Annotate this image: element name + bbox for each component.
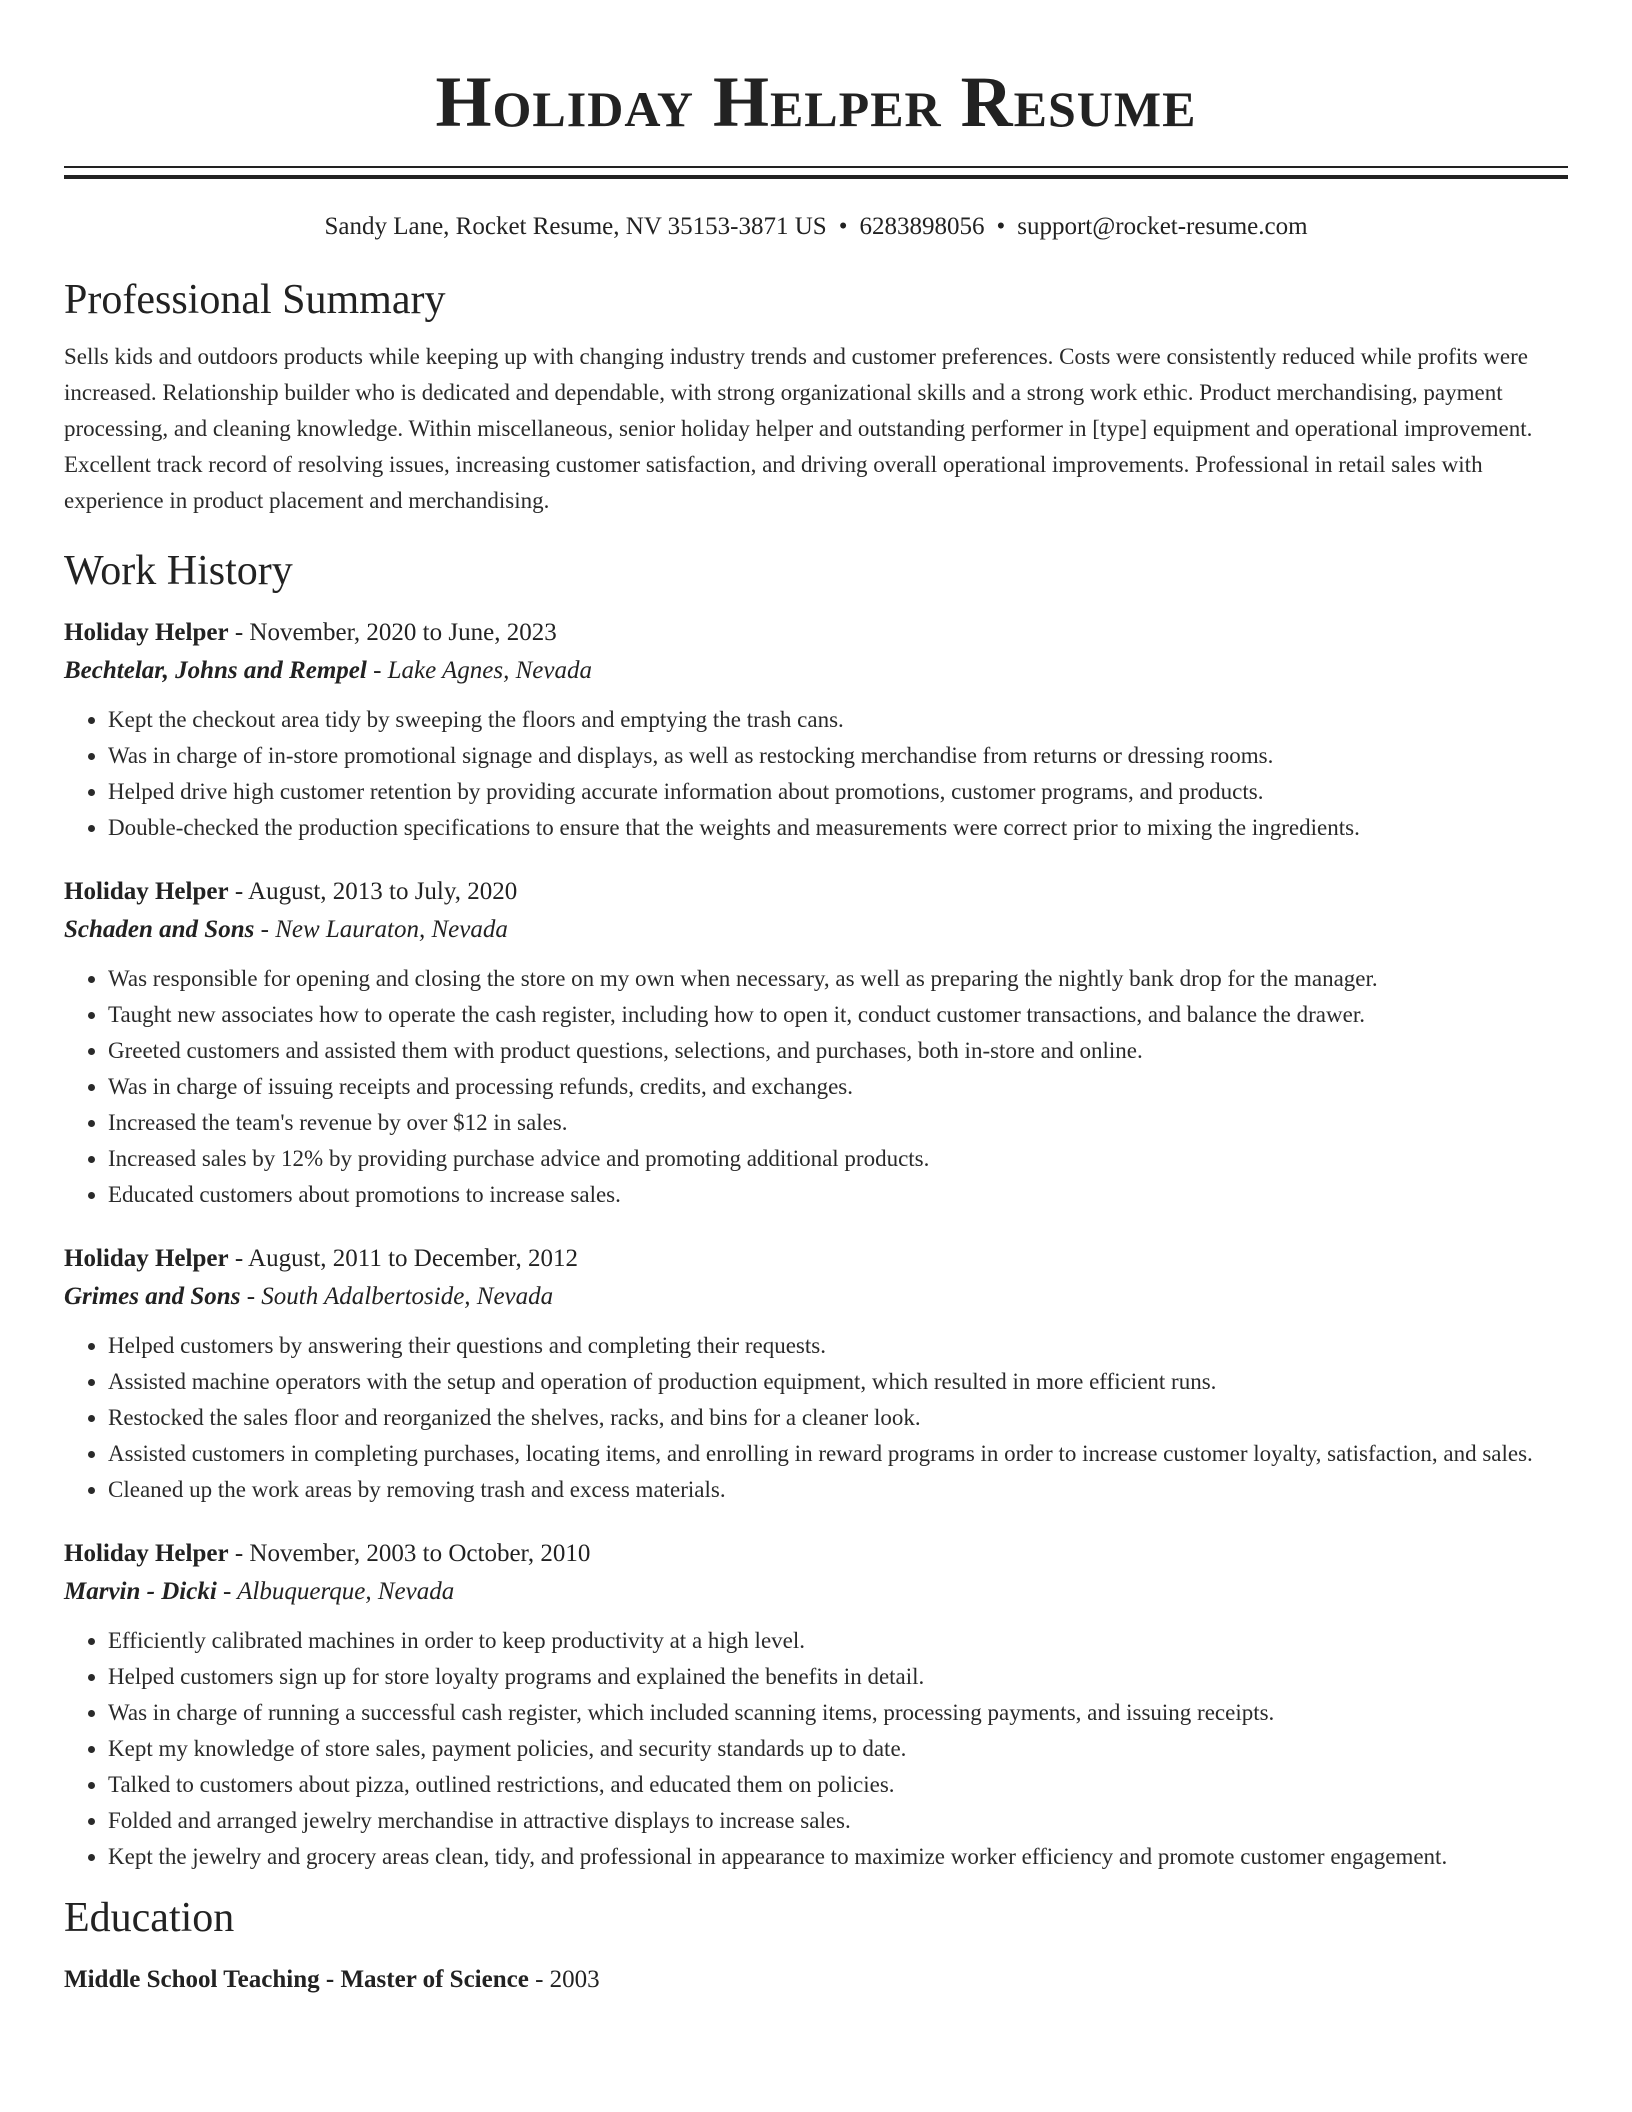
summary-heading: Professional Summary xyxy=(64,277,446,323)
education-dash: - xyxy=(319,1966,341,1993)
job-dash: - xyxy=(254,916,276,943)
job-bullet: • Kept my knowledge of store sales, payment policies, and security standards up to date. xyxy=(108,1731,1568,1767)
job-title: Holiday Helper xyxy=(64,878,229,905)
contact-email: support@rocket-resume.com xyxy=(1017,213,1308,240)
job-entry xyxy=(64,1240,1568,1508)
contact-line xyxy=(64,211,1568,243)
job-company: Schaden and Sons xyxy=(64,916,255,943)
job-entry xyxy=(64,1535,1568,1875)
job-dash: - xyxy=(228,619,250,646)
job-bullet: • Increased sales by 12% by providing purchase advice and promoting additional products. xyxy=(108,1141,1568,1177)
job-dates: August, 2013 to July, 2020 xyxy=(248,878,518,905)
job-dash: - xyxy=(228,1245,249,1272)
job-bullet-list xyxy=(64,1328,1568,1508)
job-company: Bechtelar, Johns and Rempel xyxy=(64,657,367,684)
job-location: Lake Agnes, Nevada xyxy=(387,657,592,684)
job-title: Holiday Helper xyxy=(64,1540,229,1567)
job-dash: - xyxy=(228,878,249,905)
summary-text: Sells kids and outdoors products while keeping up with changing industry trends and customer preferences. Costs were consistently reduced while profits were increased. Relationship builder who is dedicated and dependable, with strong organizational skills and a strong work ethic. Product merchandising, payment processing, and cleaning knowledge. Within miscellaneous, senior holiday helper and outstanding performer in [type] equipment and operational improvement. Excellent track record of resolving issues, increasing customer satisfaction, and driving overall operational improvements. Professional in retail sales with experience in product placement and merchandising. xyxy=(64,344,1533,513)
job-dash: - xyxy=(240,1283,262,1310)
resume-title: Holiday Helper Resume xyxy=(435,62,1197,142)
education-heading: Education xyxy=(64,1895,235,1941)
job-bullet: • Was responsible for opening and closing the store on my own when necessary, as well as preparing the nightly bank drop for the manager. xyxy=(108,961,1568,997)
job-bullet-list xyxy=(64,702,1568,846)
job-bullet: • Was in charge of in-store promotional signage and displays, as well as restocking merchandise from returns or dressing rooms. xyxy=(108,738,1568,774)
job-bullet: • Was in charge of running a successful cash register, which included scanning items, processing payments, and issuing receipts. xyxy=(108,1695,1568,1731)
job-bullet: • Assisted customers in completing purchases, locating items, and enrolling in reward programs in order to increase customer loyalty, satisfaction, and sales. xyxy=(108,1436,1568,1472)
job-title-line xyxy=(64,873,1568,911)
education-field: Middle School Teaching xyxy=(64,1966,320,1993)
job-location: Albuquerque, Nevada xyxy=(237,1578,455,1605)
job-bullet: • Cleaned up the work areas by removing trash and excess materials. xyxy=(108,1472,1568,1508)
contact-separator: • xyxy=(838,213,848,240)
job-dash: - xyxy=(366,657,388,684)
job-title-line xyxy=(64,614,1568,652)
contact-separator: • xyxy=(996,213,1006,240)
education-degree: Master of Science xyxy=(340,1966,529,1993)
title-divider-thin xyxy=(64,166,1568,168)
job-bullet: • Helped customers by answering their questions and completing their requests. xyxy=(108,1328,1568,1364)
job-bullet: • Taught new associates how to operate the cash register, including how to open it, conduct customer transactions, and balance the drawer. xyxy=(108,997,1568,1033)
work-history-heading: Work History xyxy=(64,548,293,594)
job-bullet: • Greeted customers and assisted them with product questions, selections, and purchases, both in-store and online. xyxy=(108,1033,1568,1069)
job-title-line xyxy=(64,1240,1568,1278)
job-bullet: • Increased the team's revenue by over $12 in sales. xyxy=(108,1105,1568,1141)
job-bullet: • Folded and arranged jewelry merchandise in attractive displays to increase sales. xyxy=(108,1803,1568,1839)
job-bullet: • Assisted machine operators with the setup and operation of production equipment, which resulted in more efficient runs. xyxy=(108,1364,1568,1400)
job-bullet: • Helped customers sign up for store loyalty programs and explained the benefits in detail. xyxy=(108,1659,1568,1695)
job-bullet: • Efficiently calibrated machines in order to keep productivity at a high level. xyxy=(108,1623,1568,1659)
job-dates: August, 2011 to December, 2012 xyxy=(248,1245,578,1272)
job-company: Grimes and Sons xyxy=(64,1283,241,1310)
job-company-line xyxy=(64,911,1568,949)
education-entry xyxy=(64,1961,1568,1999)
education-year: 2003 xyxy=(549,1966,600,1993)
job-bullet-list xyxy=(64,1623,1568,1875)
education-dash: - xyxy=(528,1966,550,1993)
job-bullet: • Educated customers about promotions to increase sales. xyxy=(108,1177,1568,1213)
job-bullet: • Was in charge of issuing receipts and processing refunds, credits, and exchanges. xyxy=(108,1069,1568,1105)
job-bullet: • Talked to customers about pizza, outlined restrictions, and educated them on policies. xyxy=(108,1767,1568,1803)
contact-phone: 6283898056 xyxy=(859,213,985,240)
contact-address: Sandy Lane, Rocket Resume, NV 35153-3871 US xyxy=(324,213,827,240)
title-divider-thick xyxy=(64,175,1568,179)
job-bullet: • Restocked the sales floor and reorganized the shelves, racks, and bins for a cleaner look. xyxy=(108,1400,1568,1436)
job-dates: November, 2003 to October, 2010 xyxy=(249,1540,591,1567)
job-company-line xyxy=(64,1278,1568,1316)
job-title-line xyxy=(64,1535,1568,1573)
job-title: Holiday Helper xyxy=(64,1245,229,1272)
job-company-line xyxy=(64,1573,1568,1611)
job-bullet: • Kept the checkout area tidy by sweeping the floors and emptying the trash cans. xyxy=(108,702,1568,738)
job-bullet-list xyxy=(64,961,1568,1213)
job-company-line xyxy=(64,652,1568,690)
job-dash: - xyxy=(216,1578,238,1605)
job-bullet: • Double-checked the production specifications to ensure that the weights and measurements were correct prior to mixing the ingredients. xyxy=(108,810,1568,846)
job-entry xyxy=(64,614,1568,846)
job-location: New Lauraton, Nevada xyxy=(275,916,508,943)
job-dates: November, 2020 to June, 2023 xyxy=(249,619,557,646)
job-location: South Adalbertoside, Nevada xyxy=(261,1283,554,1310)
job-bullet: • Helped drive high customer retention by providing accurate information about promotions, customer programs, and products. xyxy=(108,774,1568,810)
job-company: Marvin - Dicki xyxy=(64,1578,217,1605)
job-bullet: • Kept the jewelry and grocery areas clean, tidy, and professional in appearance to maximize worker efficiency and promote customer engagement. xyxy=(108,1839,1568,1875)
job-entry xyxy=(64,873,1568,1213)
job-dash: - xyxy=(228,1540,250,1567)
job-title: Holiday Helper xyxy=(64,619,229,646)
